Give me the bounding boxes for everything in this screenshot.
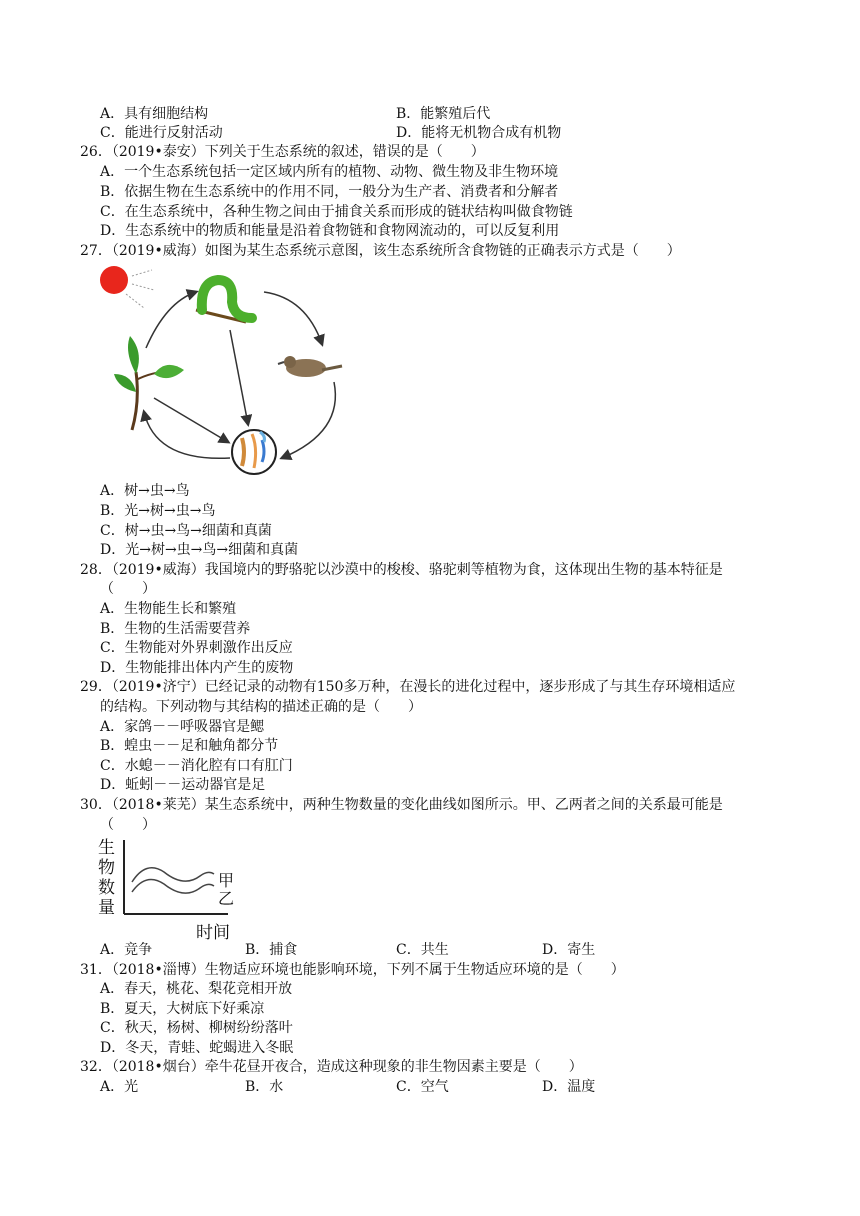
q29-stem: 29．（2019•济宁）已经记录的动物有150多万种，在漫长的进化过程中，逐步形成了与其生存环境相适应 [80,679,736,695]
q28-option-b: B．生物的生活需要营养 [100,621,251,637]
q28-stem: 28．（2019•威海）我国境内的野骆驼以沙漠中的梭梭、骆驼刺等植物为食，这体现出生物的基本特征是 [80,562,723,578]
series-label-jia: 甲 [218,871,235,890]
q26-option-a: A．一个生态系统包括一定区域内所有的植物、动物、微生物及非生物环境 [100,164,559,180]
q32-stem: 32．（2018•烟台）牵牛花昼开夜合，造成这种现象的非生物因素主要是（ ） [80,1059,583,1075]
decomposer-icon [232,430,276,474]
q29-option-a: A．家鸽－－呼吸器官是鳃 [100,719,265,735]
q32-option-c: C．空气 [396,1079,449,1095]
bird-icon [278,356,342,377]
y-axis-label-3: 数 [98,878,115,898]
q28-option-a: A．生物能生长和繁殖 [100,601,237,617]
q32-option-a: A．光 [100,1079,139,1095]
plant-icon [114,336,184,430]
q27-option-b: B．光→树→虫→鸟 [100,503,216,519]
q32-option-d: D．温度 [542,1079,596,1095]
ecosystem-diagram [96,262,366,480]
q31-stem: 31．（2018•淄博）生物适应环境也能影响环境，下列不属于生物适应环境的是（ ） [80,962,625,978]
q29-option-d: D．蚯蚓－－运动器官是足 [100,777,266,793]
q30-stem: 30．（2018•莱芜）某生态系统中，两种生物数量的变化曲线如图所示。甲、乙两者之间的关系最可能是 [80,797,723,813]
y-axis-label-1: 生 [98,838,115,858]
curve-yi [132,880,214,894]
q28-option-c: C．生物能对外界刺激作出反应 [100,640,293,656]
q28-option-d: D．生物能排出体内产生的废物 [100,660,294,676]
q25-option-b: B．能繁殖后代 [396,106,491,122]
series-label-yi: 乙 [218,889,235,908]
q29-option-c: C．水螅－－消化腔有口有肛门 [100,758,293,774]
q31-option-c: C．秋天，杨树、柳树纷纷落叶 [100,1020,293,1036]
sun-icon [100,266,154,308]
population-curve-figure [96,838,266,943]
q27-stem: 27．（2019•威海）如图为某生态系统示意图，该生态系统所含食物链的正确表示方式是（ ） [80,243,681,259]
curve-jia [132,868,214,882]
q30-option-a: A．竞争 [100,942,153,958]
q25-option-c: C．能进行反射活动 [100,125,223,141]
q26-stem: 26．（2019•泰安）下列关于生态系统的叙述，错误的是（ ） [80,144,485,160]
q27-option-c: C．树→虫→鸟→细菌和真菌 [100,523,272,539]
q26-option-b: B．依据生物在生态系统中的作用不同，一般分为生产者、消费者和分解者 [100,184,559,200]
q26-option-d: D．生态系统中的物质和能量是沿着食物链和食物网流动的，可以反复利用 [100,223,560,239]
q31-option-d: D．冬天，青蛙、蛇蝎进入冬眠 [100,1040,294,1056]
q28-stem-cont: （ ） [100,581,156,597]
q26-option-c: C．在生态系统中，各种生物之间由于捕食关系而形成的链状结构叫做食物链 [100,204,573,220]
q29-stem-cont: 的结构。下列动物与其结构的描述正确的是（ ） [100,699,422,715]
q30-option-c: C．共生 [396,942,449,958]
q31-option-a: A．春天，桃花、梨花竞相开放 [100,981,293,997]
y-axis-label-4: 量 [98,898,115,918]
q30-option-d: D．寄生 [542,942,596,958]
x-axis-label: 时间 [196,923,230,943]
y-axis-label-2: 物 [98,858,115,878]
q30-stem-cont: （ ） [100,817,156,833]
q27-option-d: D．光→树→虫→鸟→细菌和真菌 [100,542,299,558]
q25-option-a: A．具有细胞结构 [100,106,209,122]
caterpillar-icon [196,280,252,322]
q25-option-d: D．能将无机物合成有机物 [396,125,562,141]
population-curve-plot [116,838,266,920]
q31-option-b: B．夏天，大树底下好乘凉 [100,1001,265,1017]
q27-option-a: A．树→虫→鸟 [100,483,190,499]
q29-option-b: B．蝗虫－－足和触角都分节 [100,738,279,754]
q32-option-b: B．水 [245,1079,284,1095]
q30-option-b: B．捕食 [245,942,298,958]
